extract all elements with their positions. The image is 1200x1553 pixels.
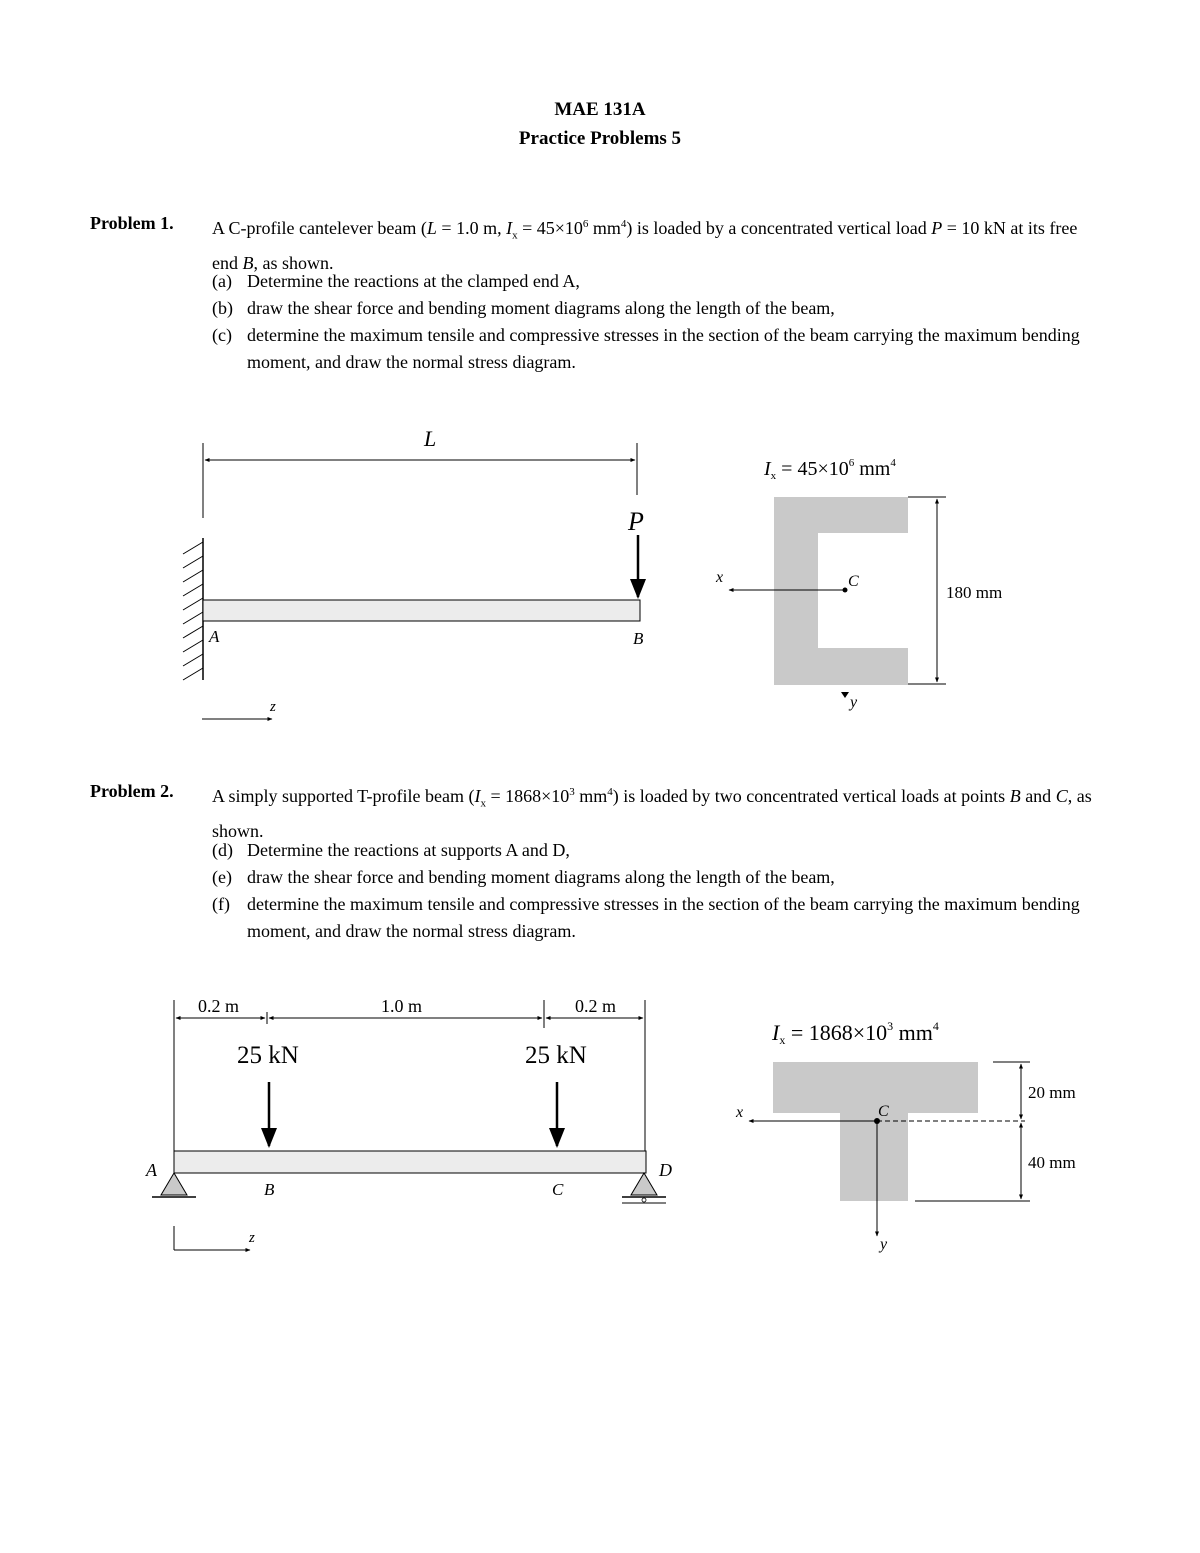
- t-section-figure: [735, 1019, 1076, 1253]
- problem1-item-a: (a) Determine the reactions at the clamped end A,: [212, 271, 580, 291]
- problem1-label: Problem 1.: [90, 213, 174, 233]
- cantilever-figure: [183, 426, 644, 719]
- dim-mid-label: 1.0 m: [381, 996, 423, 1016]
- problem1-item-c: (c) determine the maximum tensile and compressive stresses in the section of the beam carrying the maximum bending moment, and draw the normal stress diagram.: [212, 325, 1080, 372]
- simply-supported-beam: [174, 1151, 646, 1173]
- point-a-label: A: [209, 627, 220, 646]
- c-y-axis-label: y: [850, 694, 858, 711]
- span-label: L: [424, 426, 437, 451]
- problem2-label: Problem 2.: [90, 781, 174, 801]
- problem2-item-e: (e) draw the shear force and bending moment diagrams along the length of the beam,: [212, 867, 835, 887]
- flange-dim-label: 20 mm: [1028, 1083, 1076, 1102]
- problem2-item-d: (d) Determine the reactions at supports A and D,: [212, 840, 570, 860]
- page-subtitle: Practice Problems 5: [518, 128, 682, 149]
- course-title: MAE 131A: [554, 99, 646, 120]
- c-centroid-label: C: [848, 573, 859, 590]
- dim-left-label: 0.2 m: [198, 996, 240, 1016]
- point-d-label-2: D: [659, 1160, 672, 1180]
- point-a-label-2: A: [146, 1160, 157, 1180]
- problem2-statement: A simply supported T-profile beam ($I_x = 1868\times 10^3$ $mm^4$) is loaded by two concentrated vertical loads at points B and C, as shown.: [212, 786, 1092, 841]
- c-profile-shape: [774, 497, 908, 685]
- problem1-item-b: (b) draw the shear force and bending moment diagrams along the length of the beam,: [212, 298, 835, 318]
- point-b-label: B: [633, 629, 644, 648]
- t-profile-shape: [773, 1062, 978, 1201]
- load-b-label: 25 kN: [237, 1042, 299, 1069]
- cantilever-beam: [203, 600, 640, 621]
- web-dim-label: 40 mm: [1028, 1153, 1076, 1172]
- dim-right-label: 0.2 m: [575, 996, 617, 1016]
- load-c-label: 25 kN: [525, 1042, 587, 1069]
- c-x-axis-label: x: [716, 569, 724, 586]
- simply-supported-figure: [145, 996, 672, 1250]
- support-d-roller: [631, 1173, 657, 1195]
- problem1-statement: A C-profile cantelever beam (L = 1.0 m, $I_x = 45\times 10^6$ $mm^4$) is loaded by a concentrated vertical load P = 10 kN at its free end B, as shown.: [212, 218, 1078, 273]
- z-axis-label-2: z: [249, 1230, 255, 1246]
- point-b-label-2: B: [264, 1180, 275, 1199]
- t-section-inertia: $Ix = 1868\times 10^3$ $mm^4$: [772, 1019, 939, 1047]
- t-x-axis-label: x: [736, 1104, 744, 1121]
- c-centroid-dot: [843, 588, 848, 593]
- z-axis-label: z: [270, 699, 276, 715]
- point-c-label-2: C: [552, 1180, 564, 1199]
- t-y-axis-label: y: [880, 1236, 888, 1253]
- problem2-item-f: (f) determine the maximum tensile and compressive stresses in the section of the beam carrying the maximum bending moment, and draw the normal stress diagram.: [212, 894, 1080, 941]
- support-a-pin: [161, 1173, 187, 1195]
- c-height-label: 180 mm: [946, 583, 1003, 602]
- wall-hatching: [183, 542, 203, 680]
- c-section-inertia: $I_x = 45\times 10^6$ $mm^4$: [764, 457, 896, 482]
- t-centroid-label: C: [878, 1103, 889, 1120]
- load-p-label: P: [628, 507, 644, 536]
- c-section-figure: [715, 457, 1002, 711]
